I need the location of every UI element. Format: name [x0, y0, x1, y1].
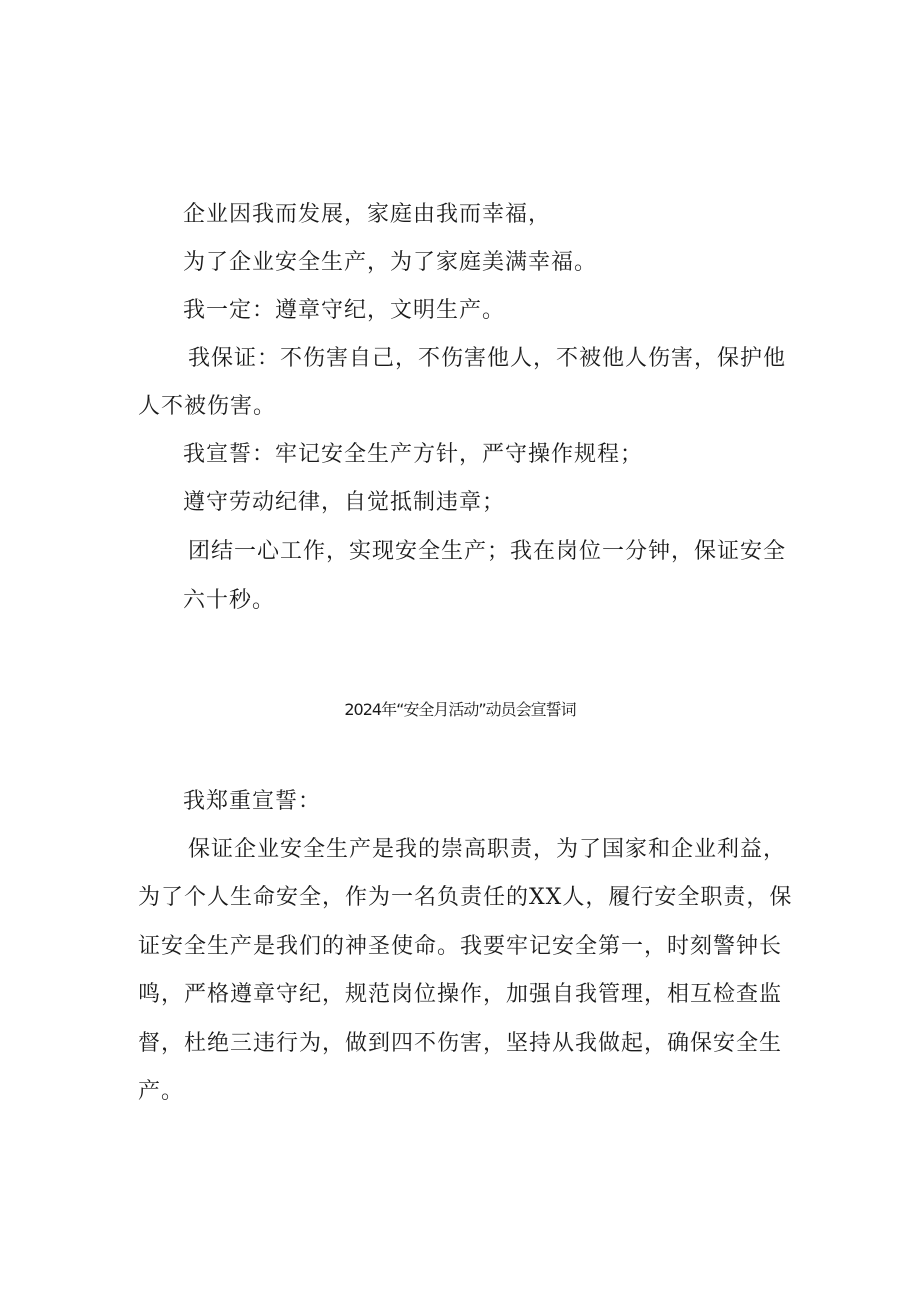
oath1-line-6: 我宣誓：牢记安全生产方针，严守操作规程； — [183, 442, 644, 467]
oath2-line-2: 保证企业安全生产是我的崇高职责，为了国家和企业利益， — [188, 837, 787, 862]
oath2-line-6: 督，杜绝三违行为，做到四不伤害，坚持从我做起，确保安全生 — [138, 1031, 783, 1056]
oath1-line-2: 为了企业安全生产，为了家庭美满幸福。 — [183, 250, 598, 275]
oath1-line-7: 遵守劳动纪律，自觉抵制违章； — [183, 490, 506, 515]
oath2-line-1: 我郑重宣誓： — [183, 789, 322, 814]
oath1-line-5: 人不被伤害。 — [138, 394, 277, 419]
oath2-line-5: 鸣，严格遵章守纪，规范岗位操作，加强自我管理，相互检查监 — [138, 982, 783, 1007]
page-title: 2024年“安全月活动”动员会宣誓词 — [344, 700, 576, 719]
oath1-line-1: 企业因我而发展，家庭由我而幸福， — [183, 202, 552, 227]
oath1-line-4: 我保证：不伤害自己，不伤害他人，不被他人伤害，保护他 — [188, 346, 787, 371]
oath1-line-9: 六十秒。 — [183, 588, 276, 613]
oath1-line-8: 团结一心工作，实现安全生产；我在岗位一分钟，保证安全 — [188, 539, 787, 564]
oath2-line-4: 证安全生产是我们的神圣使命。我要牢记安全第一，时刻警钟长 — [138, 934, 783, 959]
oath2-line-7: 产。 — [138, 1079, 185, 1104]
oath1-line-3: 我一定：遵章守纪，文明生产。 — [183, 298, 506, 323]
oath2-line-3: 为了个人生命安全，作为一名负责任的XX人，履行安全职责，保 — [138, 885, 793, 910]
